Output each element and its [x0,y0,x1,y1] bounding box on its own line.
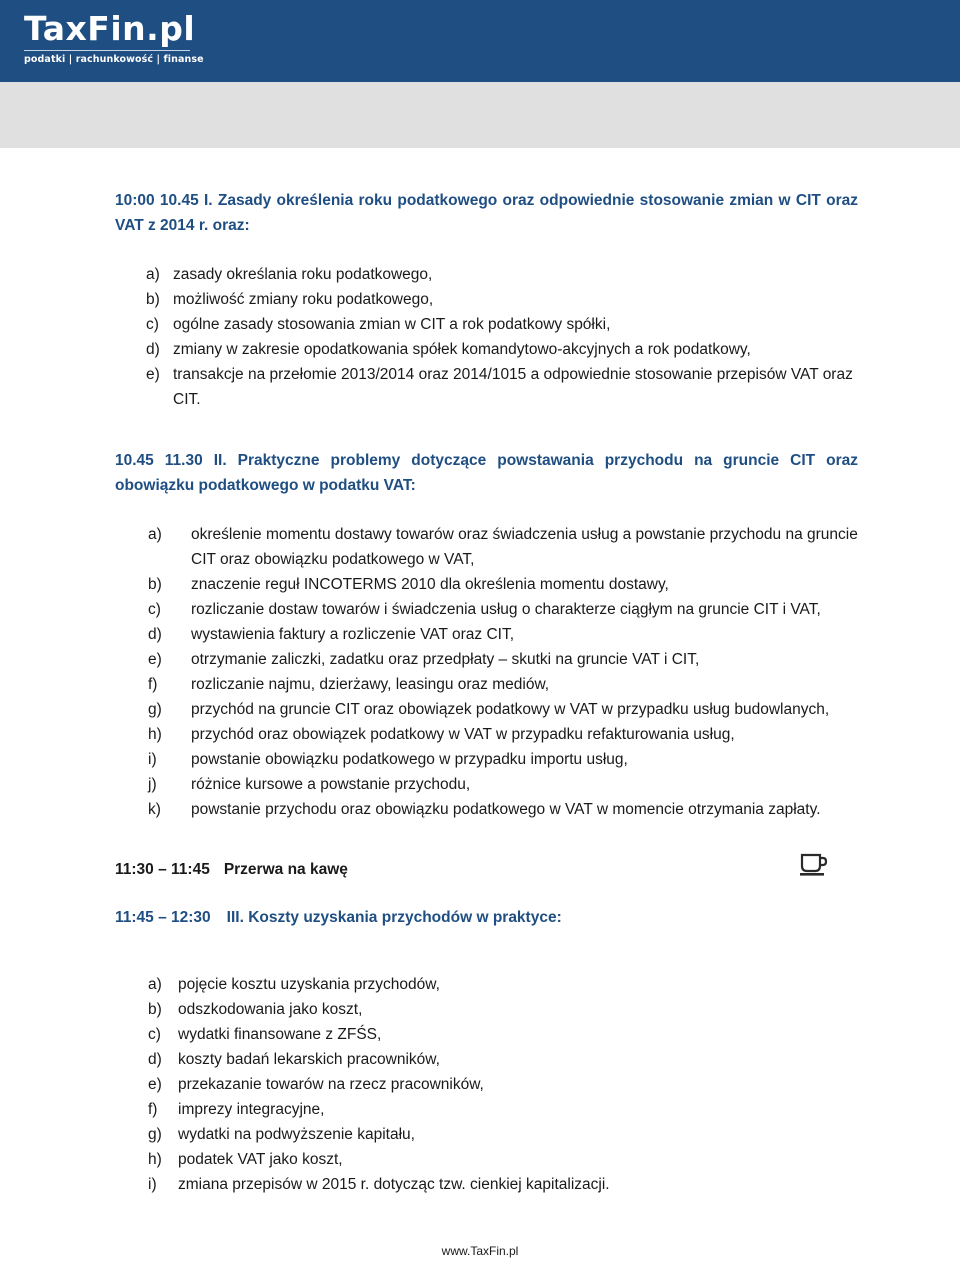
logo-divider [24,50,190,51]
list-item-letter: i) [148,1176,157,1193]
list-item-text: podatek VAT jako koszt, [178,1151,343,1168]
list-item [148,747,858,772]
logo-tld: pl [159,9,196,48]
session-2-heading: 10.45 11.30 II. Praktyczne problemy dotyczące powstawania przychodu na gruncie CIT oraz obowiązku podatkowego w podatku VAT: [115,452,858,494]
list-item-letter: d) [148,626,162,643]
list-item-text: imprezy integracyjne, [178,1101,325,1118]
list-item-text: określenie momentu dostawy towarów oraz świadczenia usług a powstanie przychodu na gruncie CIT oraz obowiązku podatkowego w VAT, [191,526,858,568]
list-item [148,1072,858,1097]
coffee-cup-icon [799,852,829,878]
list-item-letter: j) [148,776,157,793]
list-item-text: koszty badań lekarskich pracowników, [178,1051,440,1068]
list-item [148,1172,858,1197]
session-2-list [148,522,858,822]
list-item [146,337,858,362]
list-item-letter: a) [148,526,162,543]
list-item-letter: h) [148,1151,162,1168]
list-item [148,1022,858,1047]
list-item [146,312,858,337]
list-item-text: pojęcie kosztu uzyskania przychodów, [178,976,440,993]
list-item-text: przekazanie towarów na rzecz pracowników, [178,1076,484,1093]
list-item-text: transakcje na przełomie 2013/2014 oraz 2014/1015 a odpowiednie stosowanie przepisów VAT oraz CIT. [173,366,853,408]
list-item-letter: d) [146,341,160,358]
list-item-letter: e) [148,1076,162,1093]
list-item [148,672,858,697]
session-2 [115,448,858,498]
list-item-letter: k) [148,801,161,818]
list-item-text: wydatki finansowane z ZFŚS, [178,1026,382,1043]
logo-name: TaxFin [24,9,147,48]
break-time: 11:30 – 11:45 [115,861,210,878]
list-item-letter: c) [148,601,161,618]
list-item-text: wydatki na podwyższenie kapitału, [178,1126,415,1143]
list-item-letter: b) [148,1001,162,1018]
list-item-text: ogólne zasady stosowania zmian w CIT a rok podatkowy spółki, [173,316,611,333]
footer-url: www.TaxFin.pl [441,1244,519,1258]
list-item [148,522,858,572]
session-1-heading: 10:00 10.45 I. Zasady określenia roku podatkowego oraz odpowiednie stosowanie zmian w CIT oraz VAT z 2014 r. oraz: [115,192,858,234]
break-label: Przerwa na kawę [223,861,348,878]
list-item-text: rozliczanie najmu, dzierżawy, leasingu oraz mediów, [191,676,550,693]
list-item [148,1047,858,1072]
list-item-text: zmiany w zakresie opodatkowania spółek komandytowo-akcyjnych a rok podatkowy, [173,341,751,358]
list-item-text: wystawienia faktury a rozliczenie VAT oraz CIT, [191,626,515,643]
session-1 [115,188,858,238]
list-item [148,647,858,672]
session-3-list [148,972,858,1197]
list-item-text: zmiana przepisów w 2015 r. dotycząc tzw. cienkiej kapitalizacji. [178,1176,610,1193]
list-item [146,262,858,287]
list-item [148,622,858,647]
list-item-letter: e) [148,651,162,668]
list-item-letter: g) [148,1126,162,1143]
list-item-letter: f) [148,676,158,693]
session-3-heading: III. Koszty uzyskania przychodów w praktyce: [226,909,562,926]
list-item-text: przychód na gruncie CIT oraz obowiązek podatkowy w VAT w przypadku usług budowlanych, [191,701,830,718]
list-item [148,1122,858,1147]
coffee-break [115,857,615,882]
list-item-letter: c) [148,1026,161,1043]
session-1-list [146,262,858,412]
logo-wordmark [24,10,204,48]
list-item-letter: e) [146,366,160,383]
list-item [148,1097,858,1122]
logo-tagline: podatki | rachunkowość | finanse [24,54,204,65]
list-item-text: przychód oraz obowiązek podatkowy w VAT w przypadku refakturowania usług, [191,726,735,743]
taxfin-logo [24,10,204,65]
list-item [148,772,858,797]
session-1-items [146,262,858,412]
list-item-letter: a) [148,976,162,993]
list-item-letter: b) [146,291,160,308]
list-item-letter: i) [148,751,157,768]
list-item-letter: f) [148,1101,158,1118]
list-item [148,597,858,622]
session-2-items [148,522,858,822]
list-item [148,997,858,1022]
list-item [146,362,858,412]
list-item-text: powstanie obowiązku podatkowego w przypadku importu usług, [191,751,628,768]
page-header [0,0,960,82]
list-item [146,287,858,312]
list-item-text: zasady określania roku podatkowego, [173,266,433,283]
session-3 [115,905,858,930]
list-item-text: rozliczanie dostaw towarów i świadczenia usług o charakterze ciągłym na gruncie CIT i VAT, [191,601,821,618]
list-item-letter: h) [148,726,162,743]
list-item [148,697,858,722]
header-subbar [0,82,960,148]
list-item-letter: g) [148,701,162,718]
session-3-items [148,972,858,1197]
list-item [148,1147,858,1172]
list-item [148,972,858,997]
list-item [148,572,858,597]
list-item-text: możliwość zmiany roku podatkowego, [173,291,434,308]
list-item-letter: c) [146,316,159,333]
list-item-letter: a) [146,266,160,283]
session-3-time: 11:45 – 12:30 [115,909,211,926]
list-item-text: powstanie przychodu oraz obowiązku podatkowego w VAT w momencie otrzymania zapłaty. [191,801,821,818]
list-item-text: otrzymanie zaliczki, zadatku oraz przedpłaty – skutki na gruncie VAT i CIT, [191,651,700,668]
list-item-text: znaczenie reguł INCOTERMS 2010 dla określenia momentu dostawy, [191,576,669,593]
logo-dot: . [146,9,160,48]
list-item [148,722,858,747]
list-item [148,797,858,822]
list-item-text: odszkodowania jako koszt, [178,1001,363,1018]
list-item-letter: d) [148,1051,162,1068]
list-item-text: różnice kursowe a powstanie przychodu, [191,776,471,793]
list-item-letter: b) [148,576,162,593]
